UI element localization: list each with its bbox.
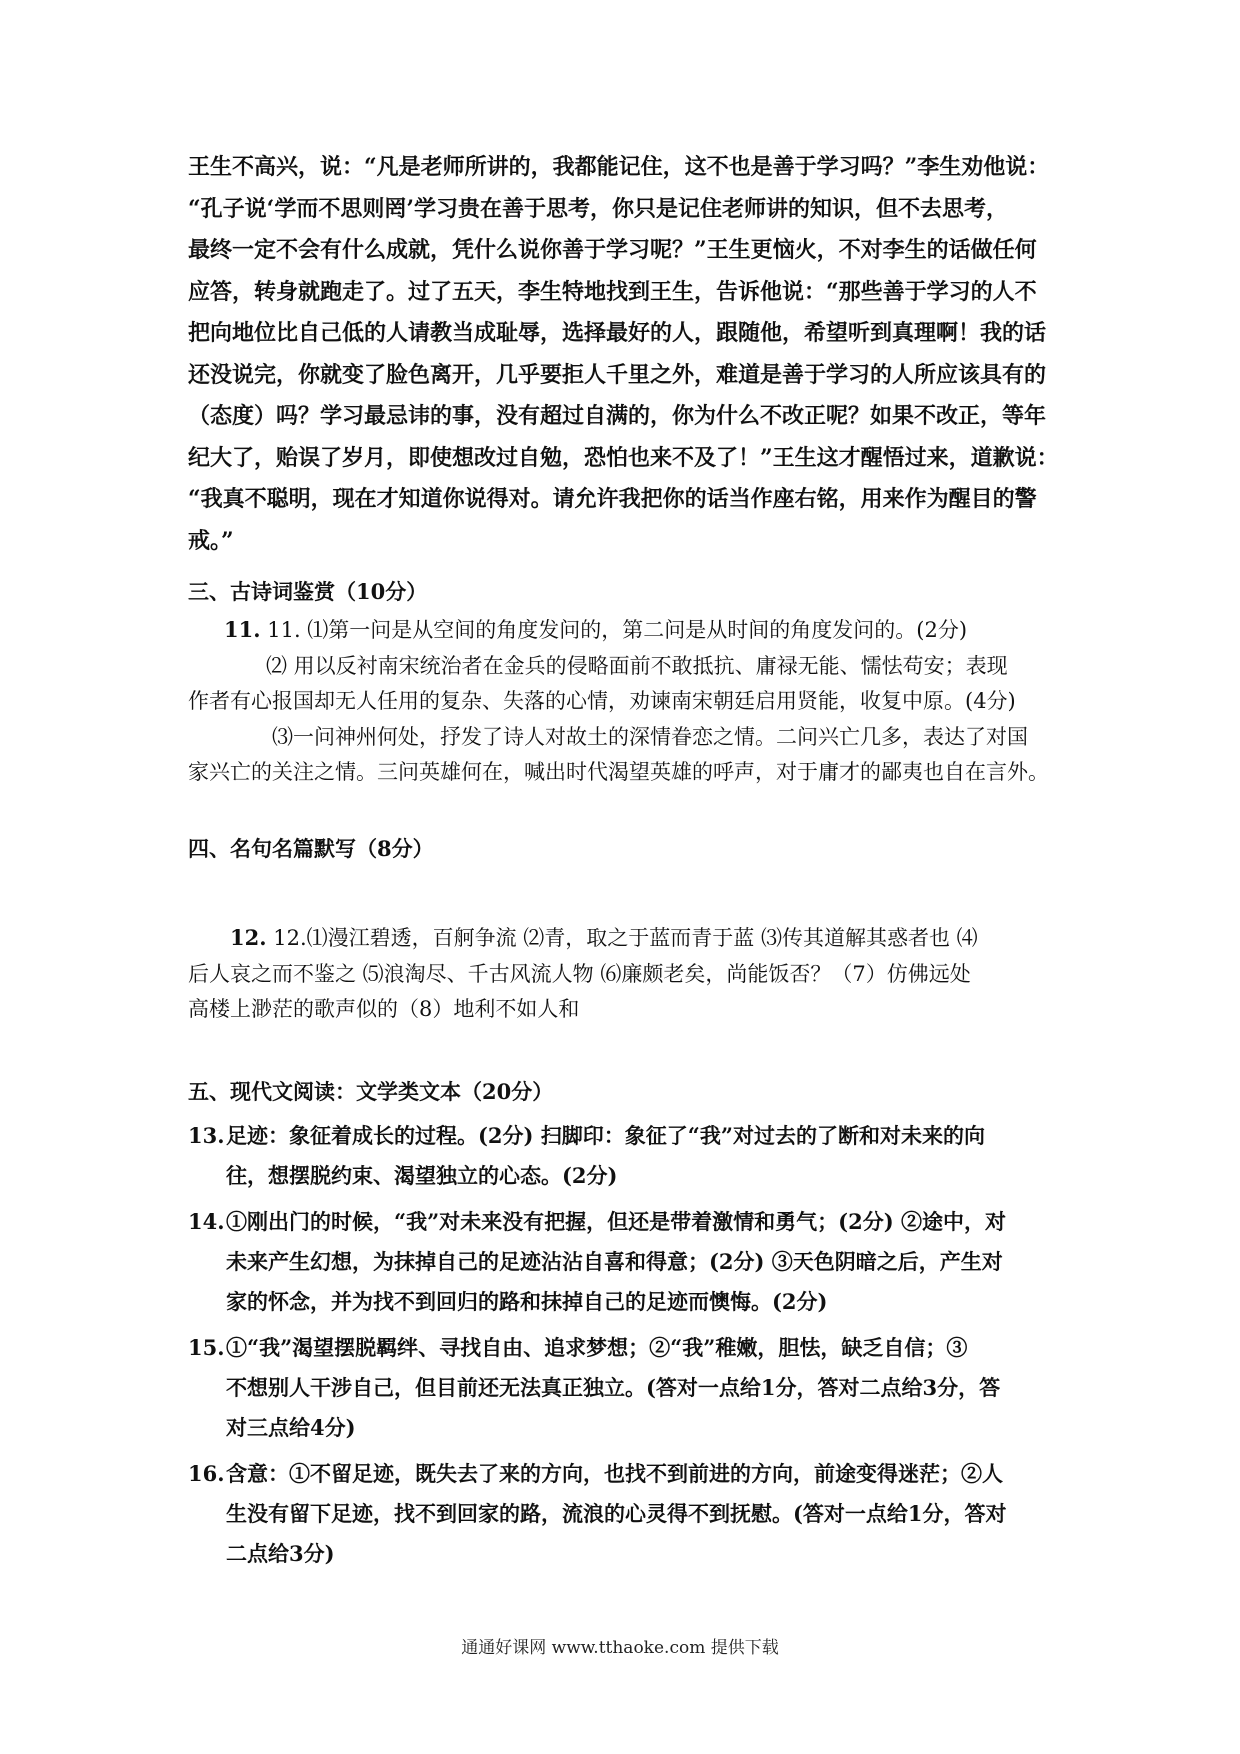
question-number: 13.: [188, 1123, 225, 1148]
text-line: 把向地位比自己低的人请教当成耻辱，选择最好的人，跟随他，希望听到真理啊！我的话: [188, 320, 1047, 346]
text-line: 纪大了，贻误了岁月，即使想改过自勉，恐怕也来不及了！”王生这才醒悟过来，道歉说：: [188, 444, 1059, 471]
text-line: 作者有心报国却无人任用的复杂、失落的心情，劝谏南宋朝廷启用贤能，收复中原。(4分): [188, 689, 1016, 713]
translation-passage: [188, 147, 1068, 562]
section-heading-dictation: 四、名句名篇默写（8分）: [188, 836, 434, 861]
section-heading-modern-reading: 五、现代文阅读：文学类文本（20分）: [188, 1079, 554, 1104]
text-line: ⑵ 用以反衬南宋统治者在金兵的侵略面前不敢抵抗、庸禄无能、懦怯苟安；表现: [266, 653, 1008, 678]
answer-text: 11. ⑴第一问是从空间的角度发问的，第二问是从时间的角度发问的。(2分): [267, 618, 968, 642]
text-line: ①刚出门的时候，“我”对未来没有把握，但还是带着激情和勇气；(2分) ②途中，对: [226, 1209, 1006, 1234]
answer-q11: [188, 612, 1068, 791]
text-line: “孔子说‘学而不思则罔’学习贵在善于思考，你只是记住老师讲的知识，但不去思考，: [188, 195, 1008, 222]
text-line: 足迹：象征着成长的过程。(2分) 扫脚印：象征了“我”对过去的了断和对未来的向: [226, 1123, 985, 1148]
text-line: 生没有留下足迹，找不到回家的路，流浪的心灵得不到抚慰。(答对一点给1分，答对: [226, 1501, 1007, 1526]
text-line: 往，想摆脱约束、渴望独立的心态。(2分): [226, 1163, 618, 1188]
text-line: ⑶一问神州何处，抒发了诗人对故土的深情眷恋之情。二问兴亡几多，表达了对国: [272, 724, 1028, 749]
question-number: 11.: [224, 617, 261, 642]
text-line: [188, 612, 1068, 649]
text-line: [188, 920, 1068, 957]
text-line: 含意：①不留足迹，既失去了来的方向，也找不到前进的方向，前途变得迷茫；②人: [226, 1461, 1003, 1486]
modern-reading-answers: [188, 1116, 1068, 1580]
text-line: 对三点给4分): [226, 1415, 356, 1440]
page-footer: 通通好课网 www.tthaoke.com 提供下载: [461, 1638, 779, 1658]
answer-q12: [188, 920, 1068, 1028]
text-line: 高楼上渺茫的歌声似的（8）地利不如人和: [188, 997, 580, 1021]
question-number: 15.: [188, 1335, 225, 1360]
answer-text: 12.⑴漫江碧透，百舸争流 ⑵青，取之于蓝而青于蓝 ⑶传其道解其惑者也 ⑷: [273, 926, 978, 950]
text-line: 家兴亡的关注之情。三问英雄何在，喊出时代渴望英雄的呼声，对于庸才的鄙夷也自在言外。: [188, 760, 1049, 784]
text-line: “我真不聪明，现在才知道你说得对。请允许我把你的话当作座右铭，用来作为醒目的警: [188, 486, 1037, 512]
text-line: 应答，转身就跑走了。过了五天，李生特地找到王生，告诉他说：“那些善于学习的人不: [188, 278, 1037, 305]
answer-q15: [188, 1328, 1068, 1448]
text-line: 二点给3分): [226, 1541, 335, 1566]
text-line: 戒。”: [188, 527, 234, 554]
text-line: 最终一定不会有什么成就，凭什么说你善于学习呢？”王生更恼火，不对李生的话做任何: [188, 237, 1037, 263]
question-number: 12.: [230, 925, 267, 950]
text-line: 未来产生幻想，为抹掉自己的足迹沾沾自喜和得意；(2分) ③天色阴暗之后，产生对: [226, 1249, 1003, 1274]
text-line: 家的怀念，并为找不到回归的路和抹掉自己的足迹而懊悔。(2分): [226, 1289, 828, 1314]
text-line: 不想别人干涉自己，但目前还无法真正独立。(答对一点给1分，答对二点给3分，答: [226, 1375, 1001, 1400]
text-line: 后人哀之而不鉴之 ⑸浪淘尽、千古风流人物 ⑹廉颇老矣，尚能饭否？（7）仿佛远处: [188, 961, 971, 986]
text-line: ①“我”渴望摆脱羁绊、寻找自由、追求梦想；②“我”稚嫩，胆怯，缺乏自信；③: [226, 1335, 968, 1360]
question-number: 14.: [188, 1209, 225, 1234]
answer-q13: [188, 1116, 1068, 1196]
answer-q16: [188, 1454, 1068, 1574]
section-heading-poetry: 三、古诗词鉴赏（10分）: [188, 579, 428, 604]
text-line: （态度）吗？学习最忌讳的事，没有超过自满的，你为什么不改正呢？如果不改正，等年: [188, 403, 1047, 429]
text-line: 还没说完，你就变了脸色离开，几乎要拒人千里之外，难道是善于学习的人所应该具有的: [188, 361, 1047, 388]
answer-q14: [188, 1202, 1068, 1322]
text-line: 王生不高兴，说：“凡是老师所讲的，我都能记住，这不也是善于学习吗？”李生劝他说：: [188, 154, 1050, 180]
question-number: 16.: [188, 1461, 225, 1486]
